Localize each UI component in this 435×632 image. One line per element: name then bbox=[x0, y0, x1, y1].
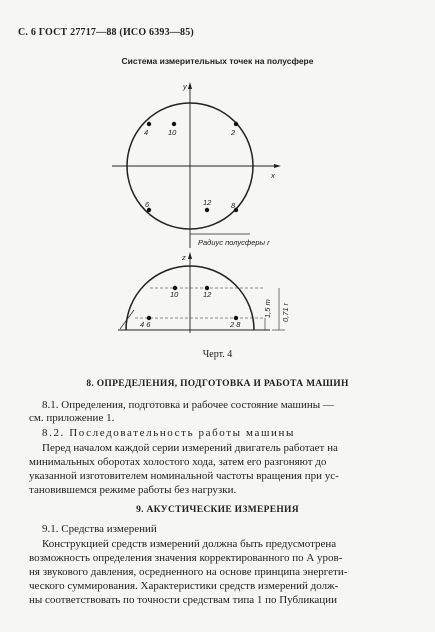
s8-p3-line2: минимальных оборотах холостого хода, затем его разгоняют до bbox=[29, 456, 327, 468]
point-8-label: 8 bbox=[231, 201, 236, 210]
point-10-label: 10 bbox=[168, 128, 177, 137]
side-point-4-6-label: 4 6 bbox=[140, 320, 151, 329]
s8-p3-line1: Перед началом каждой серии измерений двигатель работает на bbox=[42, 442, 338, 454]
figure-caption: Черт. 4 bbox=[202, 349, 233, 360]
x-axis-arrow bbox=[274, 164, 281, 168]
x-axis-label: x bbox=[271, 171, 275, 180]
point-12 bbox=[205, 208, 209, 212]
s8-p3-line4: тановившемся режиме работы без нагрузки. bbox=[29, 484, 237, 496]
s9-p2-line2: возможность определения значения корректированного по А уров- bbox=[29, 552, 343, 564]
z-axis-arrow bbox=[188, 252, 192, 259]
side-view bbox=[118, 252, 290, 333]
page-header: С. 6 ГОСТ 27717—88 (ИСО 6393—85) bbox=[18, 27, 194, 38]
dim-1-5m-label: 1,5 m bbox=[263, 299, 272, 318]
point-4 bbox=[147, 122, 151, 126]
figure-title: Система измерительных точек на полусфере bbox=[121, 56, 314, 66]
point-12-label: 12 bbox=[203, 198, 212, 207]
s8-p1-line2: см. приложение 1. bbox=[29, 412, 115, 424]
s9-p2-line3: ня звукового давления, осредненного на основе принципа энергети- bbox=[29, 566, 348, 578]
y-axis-label: y bbox=[183, 82, 187, 91]
dim-071r-label: 0,71 r bbox=[281, 302, 290, 322]
side-point-10-label: 10 bbox=[170, 290, 179, 299]
top-view bbox=[112, 82, 281, 248]
section-9-heading: 9. АКУСТИЧЕСКИЕ ИЗМЕРЕНИЯ bbox=[136, 505, 299, 515]
s9-p2-line1: Конструкцией средств измерений должна быть предусмотрена bbox=[42, 538, 337, 550]
point-2 bbox=[234, 122, 238, 126]
z-axis-label: z bbox=[182, 253, 186, 262]
s9-p1: 9.1. Средства измерений bbox=[42, 523, 157, 535]
point-6-label: 6 bbox=[145, 200, 150, 209]
section-8-heading: 8. ОПРЕДЕЛЕНИЯ, ПОДГОТОВКА И РАБОТА МАШИН bbox=[86, 379, 349, 389]
s8-p2: 8.2. Последовательность работы машины bbox=[42, 427, 296, 439]
radius-label: Радиус полусферы r bbox=[198, 238, 270, 247]
point-10 bbox=[172, 122, 176, 126]
ground-hatch bbox=[120, 310, 134, 329]
point-2-label: 2 bbox=[231, 128, 236, 137]
s8-p1-line1: 8.1. Определения, подготовка и рабочее состояние машины — bbox=[42, 399, 334, 411]
s8-p3-line3: указанной изготовителем номинальной частоты вращения при ус- bbox=[29, 470, 339, 482]
s9-p2-line4: ческого суммирования. Характеристики средств измерений долж- bbox=[29, 580, 339, 592]
side-point-12-label: 12 bbox=[203, 290, 212, 299]
y-axis-arrow bbox=[188, 82, 192, 89]
s9-p2-line5: ны соответствовать по точности средствам типа 1 по Публикации bbox=[29, 594, 337, 606]
point-4-label: 4 bbox=[144, 128, 149, 137]
side-point-2-8-label: 2 8 bbox=[230, 320, 241, 329]
